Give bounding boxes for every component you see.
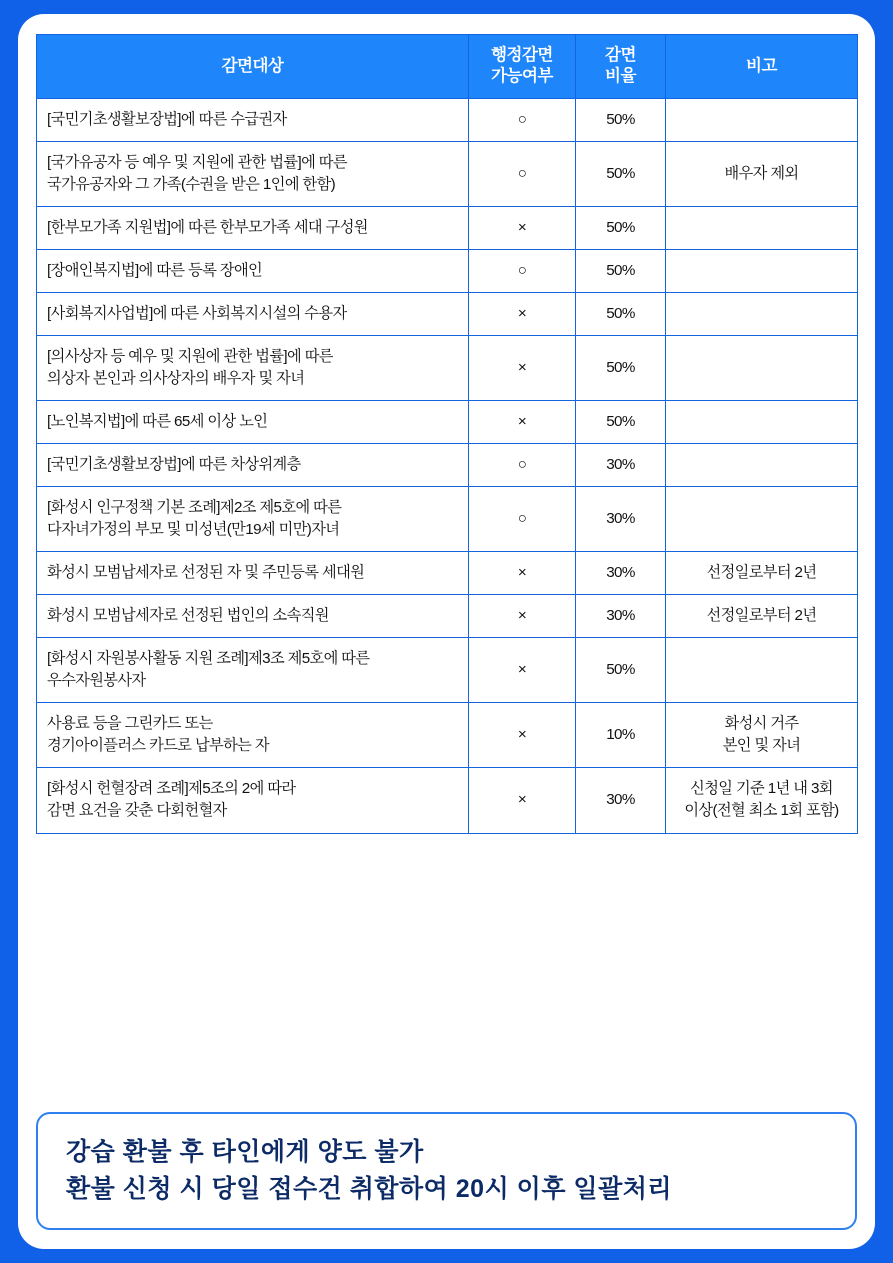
cell-admin: ○ [469,487,576,552]
cell-admin: × [469,336,576,401]
table-header-row [37,35,858,99]
table-row [37,293,858,336]
cell-target-line1: [국가유공자 등 예우 및 지원에 관한 법률]에 따른 [47,153,347,171]
cell-admin: × [469,293,576,336]
cell-admin: × [469,703,576,768]
cell-note [666,595,858,638]
column-header-rate-line2: 비율 [605,67,636,86]
cell-target [37,768,469,833]
cell-note-line1: 배우자 제외 [724,164,799,182]
cell-admin: × [469,768,576,833]
cell-target-line1: [노인복지법]에 따른 65세 이상 노인 [47,413,268,431]
cell-target-line2: 국가유공자와 그 가족(수권을 받은 1인에 한함) [47,175,336,193]
cell-target-line1: 화성시 모범납세자로 선정된 법인의 소속직원 [47,607,329,625]
table-row [37,552,858,595]
cell-target-line2: 의상자 본인과 의사상자의 배우자 및 자녀 [47,370,305,388]
cell-target-line1: [화성시 인구정책 기본 조례]제2조 제5호에 따른 [47,499,342,517]
cell-note [666,250,858,293]
cell-rate: 50% [576,98,666,141]
table-row [37,206,858,249]
cell-rate: 30% [576,595,666,638]
cell-admin: × [469,552,576,595]
cell-note-line2: 이상(전혈 최소 1회 포함) [684,802,839,820]
cell-note [666,703,858,768]
table-header [37,35,858,99]
cell-admin: ○ [469,98,576,141]
notice-box [36,1112,857,1230]
cell-target-line1: [화성시 자원봉사활동 지원 조례]제3조 제5호에 따른 [47,650,370,668]
cell-target [37,141,469,206]
cell-target [37,638,469,703]
cell-target [37,487,469,552]
table-row [37,638,858,703]
cell-target [37,401,469,444]
table-row [37,141,858,206]
cell-target-line2: 우수자원봉사자 [47,672,146,690]
cell-target-line2: 감면 요건을 갖춘 다회헌혈자 [47,802,227,820]
cell-rate: 50% [576,638,666,703]
cell-target-line1: 사용료 등을 그린카드 또는 [47,715,213,733]
cell-target [37,98,469,141]
cell-note [666,444,858,487]
table-row [37,401,858,444]
cell-admin: × [469,595,576,638]
column-header-rate [576,35,666,99]
cell-note-line1: 화성시 거주 [724,715,799,733]
cell-target-line1: [한부모가족 지원법]에 따른 한부모가족 세대 구성원 [47,218,368,236]
cell-note [666,401,858,444]
cell-target [37,293,469,336]
table-body [37,98,858,833]
cell-note [666,336,858,401]
cell-rate: 50% [576,293,666,336]
cell-target [37,703,469,768]
cell-target [37,336,469,401]
cell-rate: 50% [576,401,666,444]
column-header-admin-line1: 행정감면 [491,46,553,64]
cell-target-line1: [화성시 헌혈장려 조례]제5조의 2에 따라 [47,780,296,798]
cell-target [37,444,469,487]
cell-target-line2: 경기아이플러스 카드로 납부하는 자 [47,737,269,755]
cell-note [666,98,858,141]
table-row [37,250,858,293]
cell-admin: × [469,206,576,249]
cell-rate: 10% [576,703,666,768]
column-header-note: 비고 [666,35,858,99]
table-row [37,703,858,768]
cell-admin: × [469,638,576,703]
table-row [37,487,858,552]
cell-admin: ○ [469,141,576,206]
cell-note-line2: 본인 및 자녀 [722,737,801,755]
cell-target [37,250,469,293]
cell-note [666,638,858,703]
cell-admin: ○ [469,444,576,487]
cell-target [37,206,469,249]
cell-note [666,141,858,206]
cell-target-line2: 다자녀가정의 부모 및 미성년(만19세 미만)자녀 [47,521,340,539]
cell-note [666,487,858,552]
cell-note [666,293,858,336]
cell-target-line1: [의사상자 등 예우 및 지원에 관한 법률]에 따른 [47,348,333,366]
cell-target-line1: 화성시 모범납세자로 선정된 자 및 주민등록 세대원 [47,564,365,582]
column-header-admin [469,35,576,99]
cell-note-line1: 신청일 기준 1년 내 3회 [690,780,833,798]
cell-rate: 50% [576,141,666,206]
cell-rate: 30% [576,487,666,552]
cell-rate: 50% [576,336,666,401]
cell-note [666,768,858,833]
cell-admin: ○ [469,250,576,293]
cell-target-line1: [국민기초생활보장법]에 따른 수급권자 [47,110,287,128]
document-card [18,14,875,1249]
cell-target-line1: [국민기초생활보장법]에 따른 차상위계층 [47,456,301,474]
table-row [37,768,858,833]
cell-rate: 30% [576,444,666,487]
column-header-rate-line1: 감면 [605,46,636,64]
column-header-admin-line2: 가능여부 [491,67,553,86]
table-row [37,595,858,638]
cell-target [37,552,469,595]
table-row [37,336,858,401]
cell-target-line1: [장애인복지법]에 따른 등록 장애인 [47,262,263,279]
cell-note [666,206,858,249]
cell-rate: 50% [576,250,666,293]
table-row [37,444,858,487]
cell-note-line1: 선정일로부터 2년 [706,564,817,582]
cell-target [37,595,469,638]
column-header-target: 감면대상 [37,35,469,99]
cell-rate: 30% [576,552,666,595]
table-container [36,34,857,834]
cell-note-line1: 선정일로부터 2년 [706,607,817,625]
cell-target-line1: [사회복지사업법]에 따른 사회복지시설의 수용자 [47,305,347,323]
cell-rate: 30% [576,768,666,833]
reduction-table [36,34,858,834]
notice-line-2: 환불 신청 시 당일 접수건 취합하여 20시 이후 일괄처리 [66,1175,673,1203]
cell-note [666,552,858,595]
table-row [37,98,858,141]
cell-admin: × [469,401,576,444]
notice-line-1: 강습 환불 후 타인에게 양도 불가 [66,1137,424,1166]
cell-rate: 50% [576,206,666,249]
